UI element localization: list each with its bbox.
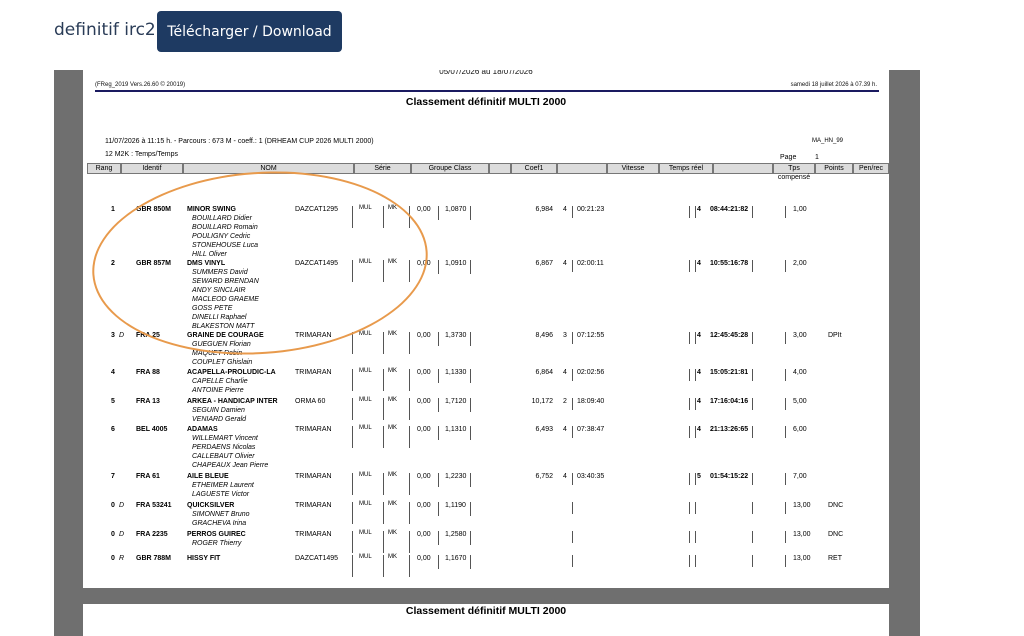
cell-rang: 0 xyxy=(111,555,115,562)
cell-separator xyxy=(438,502,439,516)
cell-separator xyxy=(470,206,471,220)
cell-separator xyxy=(752,369,753,381)
cell-rang: 5 xyxy=(111,398,115,405)
cell-separator xyxy=(438,206,439,220)
crew-member: WILLEMART Vincent xyxy=(192,435,258,442)
table-row xyxy=(83,555,889,565)
crew-member: BOUILLARD Didier xyxy=(192,215,252,222)
cell-nom: DMS VINYL xyxy=(187,260,226,267)
cell-nom: GRAINE DE COURAGE xyxy=(187,332,264,339)
crew-member: GRACHEVA Irina xyxy=(192,520,247,527)
cell-separator xyxy=(470,369,471,383)
cell-separator xyxy=(438,369,439,383)
cell-separator xyxy=(689,369,690,381)
cell-separator xyxy=(752,332,753,344)
cell-zero: 0,00 xyxy=(417,260,431,267)
cell-separator xyxy=(409,369,410,391)
cell-treel: 02:00:11 xyxy=(577,260,604,267)
cell-separator xyxy=(383,332,384,354)
cell-pen: DNC xyxy=(828,502,844,509)
cell-serie: TRIMARAN xyxy=(295,531,332,538)
cell-rang: 0 xyxy=(111,531,115,538)
cell-separator xyxy=(752,426,753,438)
software-version: (FReg_2019 Vers.26.60 © 20019) xyxy=(95,82,186,88)
cell-tcomp-d: 4 xyxy=(697,369,701,376)
ranking-title-page2: Classement définitif MULTI 2000 xyxy=(405,605,567,617)
printed-date: samedi 18 juillet 2026 à 07.39 h. xyxy=(790,82,877,88)
cell-separator xyxy=(409,531,410,553)
race-subtitle: 12 M2K : Temps/Temps xyxy=(105,151,179,158)
cell-separator xyxy=(470,260,471,274)
cell-separator xyxy=(785,555,786,567)
cell-separator xyxy=(409,426,410,448)
cell-separator xyxy=(785,398,786,410)
cell-separator xyxy=(383,531,384,553)
cell-separator xyxy=(689,260,690,272)
cell-separator xyxy=(695,473,696,485)
cell-separator xyxy=(438,398,439,412)
cell-coef: 1,0910 xyxy=(445,260,467,267)
column-header: Série xyxy=(354,163,411,174)
crew-member: SEWARD BRENDAN xyxy=(192,278,259,285)
crew-member: CHAPEAUX Jean Pierre xyxy=(192,462,269,469)
cell-coef: 1,2230 xyxy=(445,473,467,480)
cell-tcomp-d: 4 xyxy=(697,260,701,267)
cell-nom: ARKEA - HANDICAP INTER xyxy=(187,398,278,405)
cell-separator xyxy=(695,260,696,272)
column-header: Identif xyxy=(121,163,183,174)
crew-member: BLAKESTON MATT xyxy=(192,323,255,330)
cell-zero: 0,00 xyxy=(417,398,431,405)
cell-groupe: MUL xyxy=(359,472,372,478)
cell-separator xyxy=(438,473,439,487)
cell-separator xyxy=(438,555,439,569)
cell-separator xyxy=(352,531,353,553)
cell-points: 1,00 xyxy=(793,206,807,213)
cell-treel-d: 4 xyxy=(563,473,567,480)
column-header: Rang xyxy=(87,163,121,174)
crew-member: DINELLI Raphael xyxy=(192,314,247,321)
cell-identif: GBR 788M xyxy=(136,555,172,562)
cell-coef: 1,3730 xyxy=(445,332,467,339)
crew-member: BOUILLARD Romain xyxy=(192,224,258,231)
cell-separator xyxy=(785,369,786,381)
crew-member: ETHEIMER Laurent xyxy=(192,482,254,489)
cell-tcomp-d: 5 xyxy=(697,473,701,480)
cell-separator xyxy=(470,332,471,346)
pdf-page-1 xyxy=(83,70,889,588)
cell-separator xyxy=(352,332,353,354)
cell-serie: DAZCAT1495 xyxy=(295,555,339,562)
cell-pen: DPIt xyxy=(828,332,842,339)
cell-rang: 7 xyxy=(111,473,115,480)
cell-groupe: MUL xyxy=(359,368,372,374)
cell-coef: 1,1190 xyxy=(445,502,466,509)
header-rule xyxy=(95,90,879,92)
cell-separator xyxy=(752,502,753,514)
cell-vitesse: 6,493 xyxy=(535,426,553,433)
cell-class: MK xyxy=(388,205,397,211)
cell-rang: 1 xyxy=(111,206,115,213)
cell-pen: DNC xyxy=(828,531,844,538)
cell-rang: 2 xyxy=(111,260,115,267)
crew-member: ANTOINE Pierre xyxy=(192,387,244,394)
cell-zero: 0,00 xyxy=(417,555,431,562)
cell-separator xyxy=(752,555,753,567)
crew-member: LAGUESTE Victor xyxy=(192,491,250,498)
cell-rs: D xyxy=(119,332,125,339)
column-header: NOM xyxy=(183,163,354,174)
cell-separator xyxy=(352,206,353,228)
cell-pen: RET xyxy=(828,555,842,562)
cell-serie: DAZCAT1295 xyxy=(295,206,339,213)
pdf-page-2 xyxy=(83,604,889,636)
cell-separator xyxy=(695,398,696,410)
cell-separator xyxy=(752,398,753,410)
cell-separator xyxy=(695,531,696,543)
cell-points: 13,00 xyxy=(793,555,811,562)
cell-separator xyxy=(383,206,384,228)
column-header-blank xyxy=(489,163,511,174)
cell-separator xyxy=(695,369,696,381)
cell-tcomp-d: 4 xyxy=(697,426,701,433)
crew-member: SUMMERS David xyxy=(192,269,248,276)
cell-zero: 0,00 xyxy=(417,473,431,480)
crew-member: ANDY SINCLAIR xyxy=(192,287,246,294)
cell-separator xyxy=(572,502,573,514)
cell-separator xyxy=(689,332,690,344)
cell-groupe: MUL xyxy=(359,530,372,536)
cell-separator xyxy=(409,332,410,354)
cell-rang: 6 xyxy=(111,426,115,433)
crew-member: HILL Oliver xyxy=(192,251,227,258)
crew-member: GUEGUEN Florian xyxy=(192,341,251,348)
cell-tcomp: 08:44:21:82 xyxy=(710,206,749,213)
cell-groupe: MUL xyxy=(359,397,372,403)
cell-separator xyxy=(785,531,786,543)
cell-separator xyxy=(352,426,353,448)
cell-rang: 4 xyxy=(111,369,115,376)
cell-tcomp: 10:55:16:78 xyxy=(710,260,749,267)
page-label: Page xyxy=(780,154,797,161)
crew-member: SIMONNET Bruno xyxy=(192,511,250,518)
cell-treel: 18:09:40 xyxy=(577,398,605,405)
crew-member: VENIARD Gerald xyxy=(192,416,247,423)
cell-separator xyxy=(572,206,573,218)
cell-separator xyxy=(383,398,384,420)
cell-treel-d: 4 xyxy=(563,206,567,213)
cell-identif: BEL 4005 xyxy=(136,426,168,433)
cell-separator xyxy=(572,332,573,344)
race-info: 11/07/2026 à 11:15 h. - Parcours : 673 M - coeff.: 1 (DRHEAM CUP 2026 MULTI 2000) xyxy=(105,138,374,145)
cell-separator xyxy=(383,260,384,282)
cell-separator xyxy=(383,502,384,524)
cell-class: MK xyxy=(388,259,397,265)
cell-separator xyxy=(695,502,696,514)
cell-separator xyxy=(383,555,384,577)
cell-separator xyxy=(689,398,690,410)
cell-class: MK xyxy=(388,397,397,403)
cell-nom: PERROS GUIREC xyxy=(187,531,246,538)
cell-separator xyxy=(785,426,786,438)
cell-tcomp: 12:45:45:28 xyxy=(710,332,749,339)
crew-member: CAPELLE Charlie xyxy=(192,378,248,385)
cell-treel-d: 4 xyxy=(563,369,567,376)
cell-separator xyxy=(470,398,471,412)
ranking-title: Classement définitif MULTI 2000 xyxy=(405,96,567,108)
cell-points: 13,00 xyxy=(793,502,811,509)
cell-separator xyxy=(785,332,786,344)
cell-vitesse: 6,867 xyxy=(535,260,553,267)
crew-member: COUPLET Ghislain xyxy=(192,359,253,366)
cell-coef: 1,2580 xyxy=(445,531,467,538)
pdf-viewer[interactable] xyxy=(54,70,920,636)
cell-separator xyxy=(752,473,753,485)
cell-vitesse: 6,984 xyxy=(535,206,553,213)
cell-class: MK xyxy=(388,425,397,431)
cell-identif: FRA 2235 xyxy=(136,531,168,538)
crew-member: SEGUIN Damien xyxy=(192,407,245,414)
cell-identif: FRA 61 xyxy=(136,473,160,480)
cell-separator xyxy=(409,206,410,228)
cell-separator xyxy=(438,531,439,545)
cell-coef: 1,1670 xyxy=(445,555,467,562)
cell-rang: 3 xyxy=(111,332,115,339)
cell-coef: 1,1330 xyxy=(445,369,467,376)
cell-groupe: MUL xyxy=(359,259,372,265)
cell-vitesse: 10,172 xyxy=(531,398,553,405)
cell-rs: R xyxy=(119,555,125,562)
cell-separator xyxy=(689,206,690,218)
cell-zero: 0,00 xyxy=(417,206,431,213)
cell-groupe: MUL xyxy=(359,501,372,507)
cell-separator xyxy=(470,473,471,487)
cell-identif: FRA 88 xyxy=(136,369,160,376)
cell-separator xyxy=(572,260,573,272)
cell-separator xyxy=(409,260,410,282)
cell-class: MK xyxy=(388,501,397,507)
cell-separator xyxy=(352,555,353,577)
cell-serie: TRIMARAN xyxy=(295,332,332,339)
cell-separator xyxy=(695,332,696,344)
cell-separator xyxy=(470,555,471,569)
cell-separator xyxy=(752,206,753,218)
cell-coef: 1,1310 xyxy=(445,426,467,433)
cell-class: MK xyxy=(388,530,397,536)
cell-serie: TRIMARAN xyxy=(295,426,332,433)
cell-identif: FRA 13 xyxy=(136,398,160,405)
crew-member: ROGER Thierry xyxy=(192,540,242,547)
cell-treel: 00:21:23 xyxy=(577,206,605,213)
download-button[interactable]: Télécharger / Download xyxy=(157,11,342,52)
cell-separator xyxy=(572,398,573,410)
cell-separator xyxy=(689,555,690,567)
cell-coef: 1,7120 xyxy=(445,398,467,405)
column-header: Tps compensé xyxy=(773,163,815,174)
cell-separator xyxy=(785,502,786,514)
cell-nom: AILE BLEUE xyxy=(187,473,229,480)
cell-vitesse: 6,864 xyxy=(535,369,553,376)
cell-separator xyxy=(572,369,573,381)
cell-zero: 0,00 xyxy=(417,531,431,538)
cell-groupe: MUL xyxy=(359,205,372,211)
crew-member: CALLEBAUT Olivier xyxy=(192,453,255,460)
cell-treel-d: 4 xyxy=(563,260,567,267)
cell-separator xyxy=(352,398,353,420)
race-code: MA_HN_99 xyxy=(812,138,844,144)
cell-separator xyxy=(409,502,410,524)
cell-identif: FRA 25 xyxy=(136,332,160,339)
cell-points: 4,00 xyxy=(793,369,807,376)
cell-points: 13,00 xyxy=(793,531,811,538)
cell-separator xyxy=(689,473,690,485)
cell-tcomp-d: 4 xyxy=(697,332,701,339)
crew-member: MACLEOD GRAEME xyxy=(192,296,259,303)
cell-points: 5,00 xyxy=(793,398,807,405)
cell-tcomp: 21:13:26:65 xyxy=(710,426,749,433)
cell-separator xyxy=(752,531,753,543)
cell-points: 7,00 xyxy=(793,473,807,480)
cell-serie: TRIMARAN xyxy=(295,369,332,376)
crew-member: POULIGNY Cedric xyxy=(192,233,251,240)
cell-separator xyxy=(689,426,690,438)
cell-identif: GBR 857M xyxy=(136,260,172,267)
cell-separator xyxy=(383,369,384,391)
column-header: Groupe Class xyxy=(411,163,489,174)
cell-separator xyxy=(752,260,753,272)
cell-separator xyxy=(572,473,573,485)
cell-vitesse: 6,752 xyxy=(535,473,553,480)
cell-serie: TRIMARAN xyxy=(295,473,332,480)
cell-separator xyxy=(695,206,696,218)
cell-separator xyxy=(785,206,786,218)
date-range: 05/07/2026 au 18/07/2026 xyxy=(439,70,533,76)
crew-member: MAQUET Robin xyxy=(192,350,243,357)
column-header-blank xyxy=(557,163,607,174)
cell-groupe: MUL xyxy=(359,425,372,431)
cell-separator xyxy=(409,555,410,577)
cell-rang: 0 xyxy=(111,502,115,509)
cell-tcomp-d: 4 xyxy=(697,206,701,213)
column-header: Coef1 xyxy=(511,163,557,174)
cell-treel: 07:12:55 xyxy=(577,332,605,339)
cell-class: MK xyxy=(388,368,397,374)
cell-nom: MINOR SWING xyxy=(187,206,236,213)
cell-points: 6,00 xyxy=(793,426,807,433)
cell-zero: 0,00 xyxy=(417,502,431,509)
cell-zero: 0,00 xyxy=(417,332,431,339)
cell-separator xyxy=(785,473,786,485)
column-header: Temps réel xyxy=(659,163,713,174)
cell-coef: 1,0870 xyxy=(445,206,467,213)
cell-serie: ORMA 60 xyxy=(295,398,326,405)
cell-class: MK xyxy=(388,554,397,560)
cell-tcomp: 15:05:21:81 xyxy=(710,369,749,376)
cell-separator xyxy=(695,426,696,438)
cell-tcomp-d: 4 xyxy=(697,398,701,405)
column-header: Points xyxy=(815,163,853,174)
cell-treel-d: 4 xyxy=(563,426,567,433)
cell-identif: GBR 850M xyxy=(136,206,172,213)
cell-nom: QUICKSILVER xyxy=(187,502,235,509)
cell-class: MK xyxy=(388,472,397,478)
cell-separator xyxy=(689,502,690,514)
cell-separator xyxy=(695,555,696,567)
cell-groupe: MUL xyxy=(359,331,372,337)
cell-separator xyxy=(438,426,439,440)
cell-serie: TRIMARAN xyxy=(295,502,332,509)
cell-separator xyxy=(470,426,471,440)
cell-separator xyxy=(409,473,410,495)
cell-separator xyxy=(470,531,471,545)
cell-groupe: MUL xyxy=(359,554,372,560)
cell-identif: FRA 53241 xyxy=(136,502,172,509)
column-header: Pen/rec xyxy=(853,163,889,174)
cell-class: MK xyxy=(388,331,397,337)
cell-zero: 0,00 xyxy=(417,369,431,376)
cell-tcomp: 17:16:04:16 xyxy=(710,398,749,405)
cell-treel-d: 2 xyxy=(563,398,567,405)
cell-separator xyxy=(572,426,573,438)
cell-separator xyxy=(352,369,353,391)
cell-separator xyxy=(572,555,573,567)
cell-treel-d: 3 xyxy=(563,332,567,339)
cell-zero: 0,00 xyxy=(417,426,431,433)
crew-member: PERDAENS Nicolas xyxy=(192,444,256,451)
cell-nom: ACAPELLA-PROLUDIC-LA xyxy=(187,369,276,376)
cell-serie: DAZCAT1495 xyxy=(295,260,339,267)
cell-separator xyxy=(409,398,410,420)
cell-separator xyxy=(383,473,384,495)
cell-treel: 03:40:35 xyxy=(577,473,605,480)
cell-separator xyxy=(438,260,439,274)
cell-points: 3,00 xyxy=(793,332,807,339)
cell-separator xyxy=(689,531,690,543)
cell-vitesse: 8,496 xyxy=(535,332,553,339)
column-header: Vitesse xyxy=(607,163,659,174)
cell-separator xyxy=(352,473,353,495)
cell-points: 2,00 xyxy=(793,260,807,267)
cell-separator xyxy=(438,332,439,346)
crew-member: STONEHOUSE Luca xyxy=(192,242,259,249)
column-header-blank xyxy=(713,163,773,174)
cell-nom: HISSY FIT xyxy=(187,555,221,562)
cell-treel: 02:02:56 xyxy=(577,369,605,376)
cell-separator xyxy=(785,260,786,272)
cell-separator xyxy=(383,426,384,448)
cell-rs: D xyxy=(119,531,125,538)
cell-separator xyxy=(572,531,573,543)
document-title: definitif irc2 xyxy=(54,20,156,40)
cell-nom: ADAMAS xyxy=(187,426,218,433)
cell-rs: D xyxy=(119,502,125,509)
cell-separator xyxy=(352,260,353,282)
cell-tcomp: 01:54:15:22 xyxy=(710,473,749,480)
cell-separator xyxy=(470,502,471,516)
cell-separator xyxy=(352,502,353,524)
page-number: 1 xyxy=(815,154,819,161)
cell-treel: 07:38:47 xyxy=(577,426,605,433)
crew-member: GOSS PETE xyxy=(192,305,233,312)
